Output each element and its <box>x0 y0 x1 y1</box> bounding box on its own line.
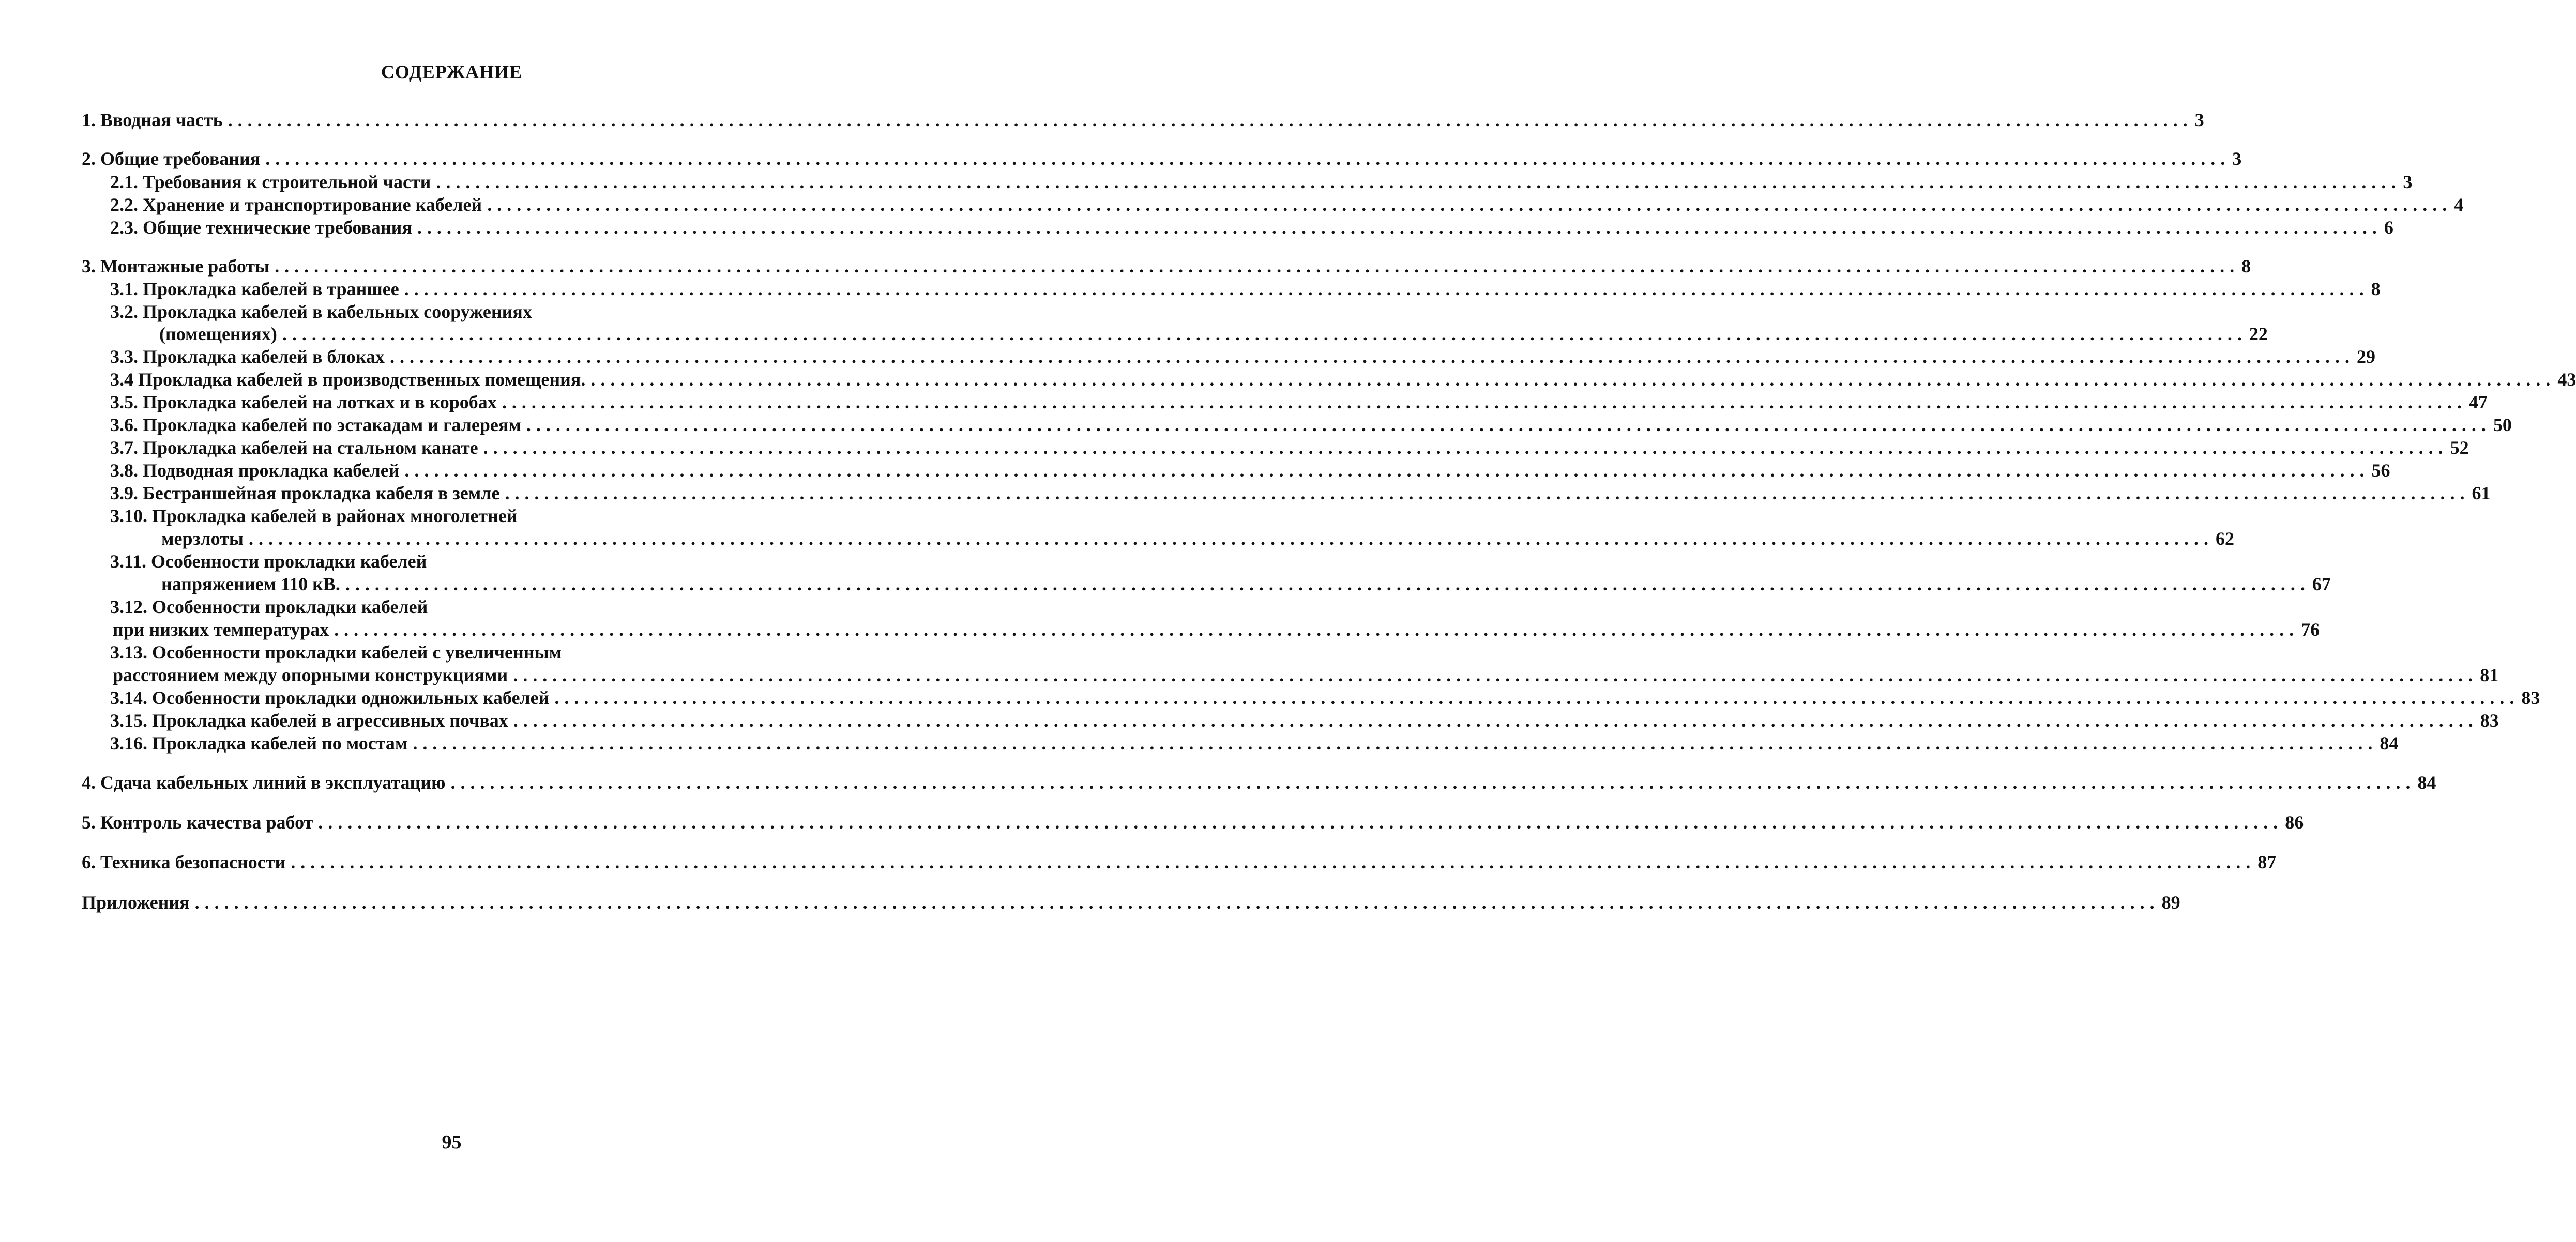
toc-entry-title: 2.1. Требования к строительной части <box>110 172 431 192</box>
toc-entry-3-11-line1 <box>110 550 744 573</box>
toc-entry-title: (помещениях) <box>159 324 277 344</box>
leader-dots: ........................................................................................................................................................................................................ <box>450 772 2416 793</box>
toc-entry-title: 3.6. Прокладка кабелей по эстакадам и галереям <box>110 415 521 435</box>
toc-entry-3-4 <box>110 368 2576 391</box>
toc-entry-page: 6 <box>2384 217 2393 238</box>
toc-entry-title: напряжением 110 кВ. <box>161 574 340 594</box>
toc-entry-page: 84 <box>2380 733 2399 754</box>
toc-entry-page: 89 <box>2161 892 2180 913</box>
toc-entry-3-2-line2 <box>159 323 2268 345</box>
toc-entry-3-13-line2 <box>113 664 2499 686</box>
toc-entry-title: 3.14. Особенности прокладки одножильных кабелей <box>110 687 550 708</box>
toc-entry-3-1 <box>110 278 2381 300</box>
toc-entry-page: 8 <box>2371 279 2381 299</box>
toc-entry-page: 83 <box>2521 687 2540 708</box>
toc-entry-3-10-line1 <box>110 504 744 527</box>
leader-dots: ........................................................................................................................................................................................................ <box>417 217 2382 238</box>
toc-entry-page: 3 <box>2232 148 2242 169</box>
toc-entry-title: 2.3. Общие технические требования <box>110 217 412 238</box>
leader-dots: ........................................................................................................................................................................................................ <box>265 148 2231 169</box>
leader-dots: ........................................................................................................................................................................................................ <box>228 110 2193 130</box>
toc-entry-title: 6. Техника безопасности <box>82 852 286 872</box>
toc-entry-2-1 <box>110 171 2413 193</box>
toc-entry-page: 22 <box>2249 324 2268 344</box>
toc-entry-title: 3.9. Бестраншейная прокладка кабеля в земле <box>110 483 500 503</box>
toc-entry-title: 4. Сдача кабельных линий в эксплуатацию <box>82 772 446 793</box>
toc-entry-page: 8 <box>2241 256 2251 277</box>
toc-entry-page: 67 <box>2312 574 2331 594</box>
toc-entry-3-2-line1 <box>110 300 744 323</box>
toc-entry-3-5 <box>110 391 2488 413</box>
toc-entry-page: 61 <box>2472 483 2491 503</box>
toc-entry-3-9 <box>110 482 2491 504</box>
toc-entry-page: 3 <box>2403 172 2413 192</box>
leader-dots: ........................................................................................................................................................................................................ <box>590 369 2556 390</box>
toc-entry-page: 84 <box>2417 772 2436 793</box>
toc-entry-6 <box>82 851 2277 873</box>
toc-entry-page: 50 <box>2493 415 2512 435</box>
toc-entry-3-15 <box>110 709 2499 732</box>
toc-entry-title: 3.2. Прокладка кабелей в кабельных сооружениях <box>110 301 532 322</box>
toc-entry-title: 3.10. Прокладка кабелей в районах многолетней <box>110 505 518 526</box>
toc-entry-title: 3.7. Прокладка кабелей на стальном канате <box>110 437 478 458</box>
toc-entry-page: 86 <box>2285 812 2304 833</box>
toc-entry-page: 83 <box>2480 710 2499 731</box>
leader-dots: ........................................................................................................................................................................................................ <box>404 279 2369 299</box>
leader-dots: ........................................................................................................................................................................................................ <box>404 460 2370 481</box>
leader-dots: ........................................................................................................................................................................................................ <box>483 437 2448 458</box>
toc-entry-3 <box>82 255 2251 278</box>
toc-entry-title: Приложения <box>82 892 190 913</box>
leader-dots: ........................................................................................................................................................................................................ <box>291 852 2256 872</box>
page-number: 95 <box>442 1131 462 1153</box>
toc-entry-title: 3.1. Прокладка кабелей в траншее <box>110 279 399 299</box>
toc-entry-title: расстоянием между опорными конструкциями <box>113 665 508 685</box>
toc-entry-title: 3.13. Особенности прокладки кабелей с увеличенным <box>110 642 562 663</box>
toc-entry-3-12-line2 <box>113 618 2320 641</box>
leader-dots: ........................................................................................................................................................................................................ <box>487 194 2452 215</box>
toc-entry-page: 47 <box>2468 392 2488 412</box>
leader-dots: ........................................................................................................................................................................................................ <box>282 324 2247 344</box>
toc-entry-title: 2. Общие требования <box>82 148 261 169</box>
toc-entry-page: 52 <box>2450 437 2469 458</box>
toc-entry-page: 62 <box>2215 528 2234 549</box>
toc-entry-3-14 <box>110 686 2540 709</box>
toc-entry-page: 56 <box>2371 460 2390 481</box>
leader-dots: ........................................................................................................................................................................................................ <box>334 619 2299 640</box>
toc-entry-3-8 <box>110 459 2390 482</box>
toc-entry-5 <box>82 811 2304 834</box>
toc-entry-title: 3.8. Подводная прокладка кабелей <box>110 460 400 481</box>
toc-entry-3-11-line2 <box>161 573 2331 595</box>
leader-dots: ........................................................................................................................................................................................................ <box>389 346 2355 367</box>
toc-entry-title: 3.3. Прокладка кабелей в блоках <box>110 346 385 367</box>
toc-entry-title: 3.5. Прокладка кабелей на лотках и в коробах <box>110 392 497 412</box>
toc-entry-3-12-line1 <box>110 595 744 618</box>
leader-dots: ........................................................................................................................................................................................................ <box>505 483 2470 503</box>
toc-entry-title: 2.2. Хранение и транспортирование кабелей <box>110 194 482 215</box>
toc-entry-3-10-line2 <box>161 527 2234 550</box>
leader-dots: ........................................................................................................................................................................................................ <box>248 528 2214 549</box>
toc-entry-appendices <box>82 891 2180 914</box>
toc-entry-3-3 <box>110 345 2375 368</box>
leader-dots: ........................................................................................................................................................................................................ <box>554 687 2520 708</box>
leader-dots: ........................................................................................................................................................................................................ <box>345 574 2310 594</box>
toc-entry-3-16 <box>110 732 2399 755</box>
leader-dots: ........................................................................................................................................................................................................ <box>526 415 2491 435</box>
leader-dots: ........................................................................................................................................................................................................ <box>502 392 2467 412</box>
toc-entry-2-2 <box>110 193 2464 216</box>
toc-entry-page: 43 <box>2557 369 2576 390</box>
toc-entry-title: 3. Монтажные работы <box>82 256 270 277</box>
leader-dots: ........................................................................................................................................................................................................ <box>194 892 2160 913</box>
toc-entry-page: 3 <box>2194 110 2204 130</box>
leader-dots: ........................................................................................................................................................................................................ <box>513 665 2478 685</box>
leader-dots: ........................................................................................................................................................................................................ <box>513 710 2478 731</box>
toc-entry-page: 76 <box>2301 619 2320 640</box>
toc-entry-title: 3.4 Прокладка кабелей в производственных помещения. <box>110 369 586 390</box>
toc-entry-title: 3.15. Прокладка кабелей в агрессивных почвах <box>110 710 508 731</box>
toc-entry-page: 29 <box>2356 346 2375 367</box>
leader-dots: ........................................................................................................................................................................................................ <box>318 812 2283 833</box>
toc-entry-title: 5. Контроль качества работ <box>82 812 313 833</box>
toc-entry-1 <box>82 109 2204 131</box>
leader-dots: ........................................................................................................................................................................................................ <box>275 256 2240 277</box>
toc-entry-title: 3.11. Особенности прокладки кабелей <box>110 551 427 572</box>
leader-dots: ........................................................................................................................................................................................................ <box>413 733 2378 754</box>
leader-dots: ........................................................................................................................................................................................................ <box>436 172 2401 192</box>
toc-entry-page: 81 <box>2480 665 2499 685</box>
toc-entry-title: мерзлоты <box>161 528 244 549</box>
toc-entry-page: 4 <box>2454 194 2464 215</box>
toc-entry-page: 87 <box>2257 852 2277 872</box>
toc-entry-4 <box>82 771 2436 794</box>
toc-entry-3-13-line1 <box>110 641 744 664</box>
toc-entry-title: 3.16. Прокладка кабелей по мостам <box>110 733 408 754</box>
toc-entry-3-6 <box>110 413 2512 436</box>
toc-entry-title: при низких температурах <box>113 619 329 640</box>
toc-entry-3-7 <box>110 436 2469 459</box>
toc-entry-title: 3.12. Особенности прокладки кабелей <box>110 596 428 617</box>
page-title: СОДЕРЖАНИЕ <box>381 62 523 82</box>
toc-entry-2 <box>82 147 2242 170</box>
toc-entry-2-3 <box>110 216 2393 239</box>
toc-entry-title: 1. Вводная часть <box>82 110 223 130</box>
